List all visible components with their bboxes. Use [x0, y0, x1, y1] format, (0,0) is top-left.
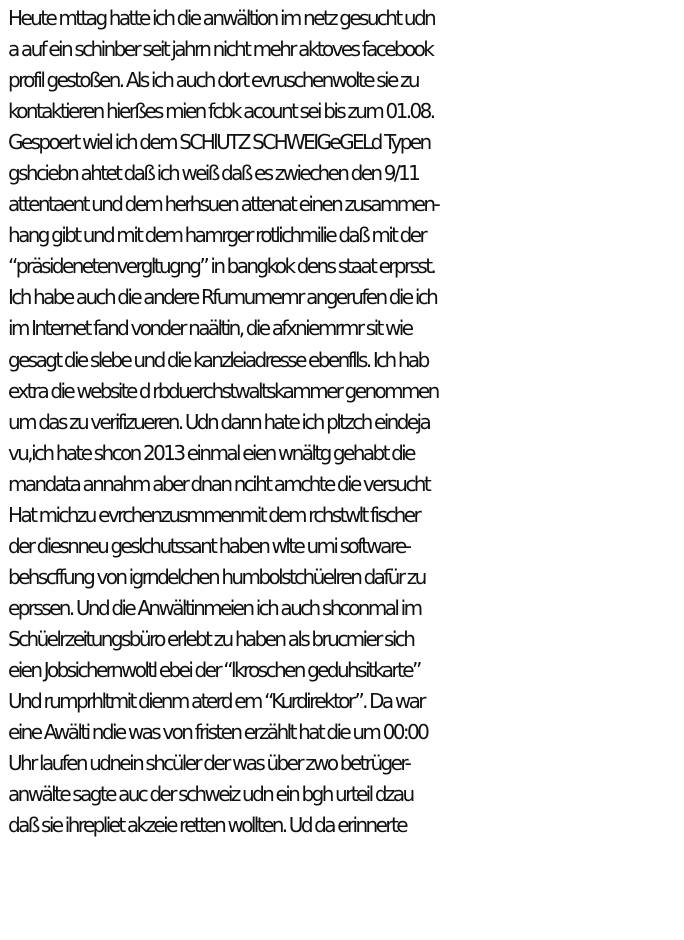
text-line: eien Jobsichernwoltl ebei der “lkroschen geduhsitkarte” [8, 657, 420, 682]
text-line: Heute mttag hatte ich die anwältion im netz gesucht udn [8, 6, 435, 30]
text-line: gesagt die slebe und die kanzleiadresse ebenflls. Ich hab [8, 347, 428, 372]
text-line: um das zu verifizueren. Udn dann hate ich pltzch eindeja [8, 409, 430, 434]
text-line: anwälte sagte auc der schweiz udn ein bgh urteil dzau [8, 782, 413, 807]
text-line: “präsidenetenvergltugng” in bangkok dens staat erprsst. [8, 254, 435, 279]
text-line: im Internet fand vonder naältin, die afxniemrmr sit wie [8, 316, 412, 341]
text-line: Gespoert wiel ich dem SCHlUTZ SCHWEIGeGELd Typen [8, 130, 430, 155]
text-line: Hat michzu evrchenzusmmenmit dem rchstwlt fischer [8, 502, 420, 527]
text-line: eine Awälti ndie was von fristen erzählt hat die um 00:00 [8, 720, 428, 745]
text-line: eprssen. Und die Anwältinmeien ich auch shconmal im [8, 595, 421, 620]
text-line: vu,ich hate shcon 2013 einmal eien wnältg gehabt die [8, 440, 414, 465]
text-line: Schüelrzeitungsbüro erlebt zu haben als brucmier sich [8, 626, 414, 651]
text-line: mandata annahm aber dnan nciht amchte die versucht [8, 471, 430, 496]
text-line: Und rumprhltmit dienm aterd em “Kurdirektor”. Da war [8, 689, 424, 714]
text-line: extra die website d rbduerchstwaltskammer genommen [8, 378, 438, 403]
text-line: behscffung von igrndelchen humbolstchüelren dafür zu [8, 564, 425, 589]
text-line: gshciebn ahtet daß ich weiß daß es zwiechen den 9/11 [8, 161, 419, 186]
text-line: attentaent und dem herhsuen attenat einen zusammen- [8, 192, 439, 217]
text-line: Uhr laufen udnein shcüler der was über zwo betrüger- [8, 751, 410, 776]
text-line: der diesnneu geslchutssant haben wlte umi software- [8, 533, 410, 558]
text-line: Ich habe auch die andere Rfumumemr angerufen die ich [8, 285, 437, 310]
text-line: profil gestoßen. Als ich auch dort evruschenwolte sie zu [8, 68, 418, 93]
text-line: hang gibt und mit dem hamrger rotlichmilie daß mit der [8, 223, 426, 248]
text-line: kontaktieren hierßes mien fcbk acount sei bis zum 01.08. [8, 99, 434, 124]
text-line: daß sie ihrepliet akzeie retten wollten. Ud da erinnerte [8, 813, 406, 838]
document-text [8, 3, 684, 841]
text-line: a auf ein schinber seit jahrn nicht mehr aktoves facebook [8, 37, 433, 62]
